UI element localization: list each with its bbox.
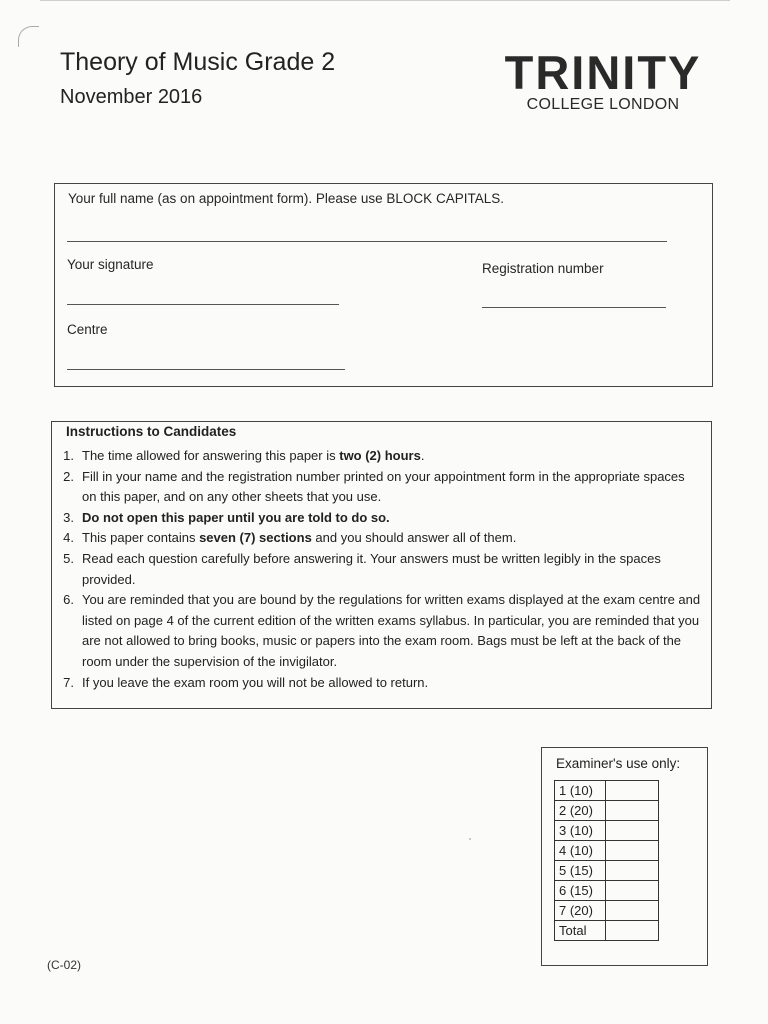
score-cell[interactable] [606,821,659,841]
instruction-item [52,508,701,529]
scan-edge-line [40,0,730,1]
score-cell[interactable] [606,841,659,861]
trinity-logo [488,48,718,114]
score-section-label: 4 (10) [555,841,606,861]
instructions-box [51,421,712,709]
instruction-fragment: and you should answer all of them. [311,530,517,546]
paper-date: November 2016 [60,86,203,108]
instruction-number: 4. [63,530,74,546]
score-row [555,861,659,881]
instruction-text [82,528,701,549]
score-table [554,780,659,941]
score-row [555,801,659,821]
instruction-number: 6. [63,592,74,608]
instruction-text [82,590,701,672]
score-row [555,901,659,921]
instruction-item [52,673,701,694]
instruction-item [52,446,701,467]
score-section-label: Total [555,921,606,941]
examiner-box [541,747,708,966]
instruction-item [52,467,701,508]
score-row [555,821,659,841]
score-cell[interactable] [606,921,659,941]
scan-speck [469,838,471,840]
logo-main-text: TRINITY [504,46,702,99]
instruction-fragment: . [420,448,425,463]
instructions-list [52,446,701,693]
score-section-label: 3 (10) [555,821,606,841]
instruction-emphasis: two (2) hours [339,448,421,463]
candidate-details-box [54,183,713,387]
score-section-label: 6 (15) [555,881,606,901]
score-cell[interactable] [606,881,659,901]
instruction-text [82,467,701,508]
score-cell[interactable] [606,861,659,881]
instruction-fragment: The time allowed for answering this paper is [82,448,340,463]
score-row [555,921,659,941]
logo-sub-text: COLLEGE LONDON [526,96,680,113]
examiner-heading: Examiner's use only: [556,756,681,771]
paper-title: Theory of Music Grade 2 [60,48,336,76]
name-label: Your full name (as on appointment form). Please use BLOCK CAPITALS. [68,191,504,206]
instruction-fragment: Read each question carefully before answering it. Your answers must be written legibly in the spaces provided. [82,550,661,587]
registration-label: Registration number [482,261,604,276]
centre-label: Centre [67,322,108,337]
signature-label: Your signature [67,257,154,272]
score-section-label: 1 (10) [555,781,606,801]
instruction-emphasis: seven (7) sections [199,530,312,546]
score-section-label: 2 (20) [555,801,606,821]
instruction-fragment: This paper contains [82,530,200,546]
instruction-number: 2. [63,468,74,484]
instruction-text [82,446,701,467]
instruction-fragment: Fill in your name and the registration number printed on your appointment form in the appropriate spaces on this paper, and on any other sheets that you use. [82,468,685,505]
corner-mark [18,26,39,47]
instruction-text [82,673,701,694]
instruction-emphasis: Do not open this paper until you are told to do so. [82,509,390,525]
name-field[interactable] [67,241,667,242]
score-cell[interactable] [606,801,659,821]
instructions-heading: Instructions to Candidates [66,424,237,439]
instruction-text [82,508,701,529]
instruction-number: 7. [63,674,74,690]
signature-field[interactable] [67,304,339,305]
registration-field[interactable] [482,307,666,308]
instruction-text [82,549,701,590]
score-row [555,781,659,801]
score-cell[interactable] [606,901,659,921]
score-row [555,841,659,861]
paper-code: (C-02) [47,958,82,972]
instruction-number: 1. [63,448,74,463]
instruction-item [52,549,701,590]
centre-field[interactable] [67,369,345,370]
instruction-fragment: You are reminded that you are bound by the regulations for written exams displayed at the exam centre and listed on page 4 of the current edition of the written exams syllabus. In particular, you are reminded that you are not allowed to bring books, music or papers into the exam room. Bags must be left at the back of the room under the supervision of the invigilator. [82,592,701,669]
instruction-fragment: If you leave the exam room you will not be allowed to return. [82,674,429,690]
score-row [555,881,659,901]
score-cell[interactable] [606,781,659,801]
instruction-number: 3. [63,509,74,525]
instruction-item [52,590,701,672]
instruction-item [52,528,701,549]
instruction-number: 5. [63,550,74,566]
score-section-label: 5 (15) [555,861,606,881]
score-section-label: 7 (20) [555,901,606,921]
